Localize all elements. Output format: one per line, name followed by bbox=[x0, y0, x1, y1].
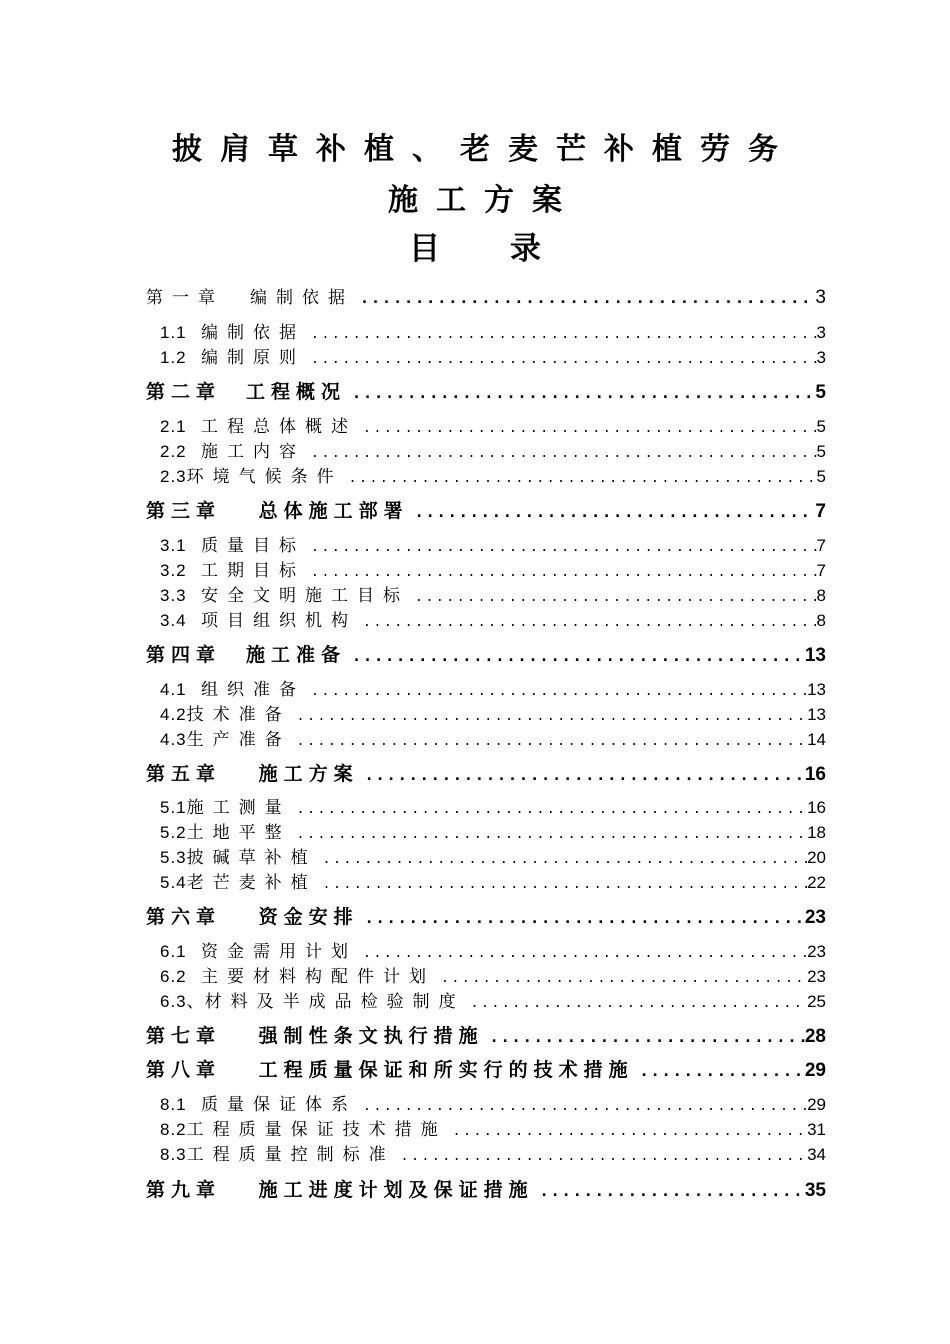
toc-section-entry[interactable] bbox=[160, 818, 826, 842]
toc-page-number: 35 bbox=[804, 1180, 826, 1201]
toc-entry-label bbox=[160, 987, 465, 1012]
toc-entry-text: 质量保证体系 bbox=[201, 1095, 358, 1115]
toc-entry-number: 5.2 bbox=[160, 823, 187, 842]
toc-page-number: 23 bbox=[804, 907, 826, 928]
toc-section-entry[interactable] bbox=[160, 437, 826, 461]
toc-dot-leader bbox=[305, 540, 816, 555]
toc-entry-text: 第一章 编制依据 bbox=[146, 288, 354, 308]
toc-entry-text: 第四章 施工准备 bbox=[146, 644, 347, 666]
toc-entry-number: 6.2 bbox=[160, 967, 187, 986]
toc-entry-label bbox=[160, 937, 357, 962]
toc-section-entry[interactable] bbox=[160, 412, 826, 436]
toc-entry-number: 5.3 bbox=[160, 848, 187, 867]
toc-entry-label bbox=[160, 437, 305, 462]
toc-entry-number: 3.2 bbox=[160, 561, 187, 580]
toc-entry-number: 2.3 bbox=[160, 467, 187, 486]
toc-entry-text: 施工测量 bbox=[186, 798, 291, 818]
toc-entry-label bbox=[160, 556, 305, 581]
toc-entry-number: 3.1 bbox=[160, 536, 187, 555]
toc-section-entry[interactable] bbox=[160, 937, 826, 961]
toc-entry-label bbox=[160, 1115, 447, 1140]
toc-entry-label bbox=[160, 343, 305, 368]
toc-entry-text: 披碱草补植 bbox=[186, 848, 317, 868]
toc-chapter-entry[interactable] bbox=[146, 496, 826, 522]
toc-dot-leader bbox=[447, 1124, 807, 1139]
toc-chapter-entry[interactable] bbox=[146, 1055, 826, 1081]
toc-dot-leader bbox=[317, 877, 807, 892]
toc-section-entry[interactable] bbox=[160, 343, 826, 367]
toc-page-number: 13 bbox=[804, 645, 826, 666]
toc-entry-label bbox=[146, 496, 409, 523]
toc-page-number: 13 bbox=[807, 705, 826, 724]
toc-dot-leader bbox=[634, 1062, 805, 1080]
toc-dot-leader bbox=[343, 471, 817, 486]
toc-entry-label bbox=[160, 843, 317, 868]
toc-entry-label bbox=[160, 675, 305, 700]
toc-entry-number: 2.1 bbox=[160, 417, 187, 436]
toc-entry-text: 资金需用计划 bbox=[201, 942, 358, 962]
toc-entry-label bbox=[160, 462, 343, 487]
toc-page-number: 16 bbox=[807, 798, 826, 817]
toc-entry-number: 1.1 bbox=[160, 323, 187, 342]
toc-dot-leader bbox=[305, 565, 816, 580]
toc-page-number: 5 bbox=[815, 382, 826, 403]
toc-page-number: 23 bbox=[807, 967, 826, 986]
toc-heading-char-1: 目 bbox=[409, 231, 440, 267]
toc-dot-leader bbox=[291, 709, 807, 724]
toc-entry-text: 生产准备 bbox=[186, 730, 291, 750]
toc-entry-text: 施工内容 bbox=[201, 442, 306, 462]
toc-dot-leader bbox=[291, 827, 807, 842]
toc-section-entry[interactable] bbox=[160, 675, 826, 699]
toc-page-number: 14 bbox=[807, 730, 826, 749]
toc-dot-leader bbox=[291, 734, 807, 749]
toc-chapter-entry[interactable] bbox=[146, 377, 826, 403]
toc-entry-label bbox=[160, 725, 291, 750]
toc-entry-text: 第六章 资金安排 bbox=[146, 906, 359, 928]
toc-entry-label bbox=[160, 700, 291, 725]
toc-entry-label bbox=[146, 377, 346, 404]
toc-entry-label bbox=[160, 962, 435, 987]
toc-entry-label bbox=[160, 1140, 395, 1165]
toc-entry-text: 组织准备 bbox=[201, 680, 306, 700]
toc-entry-label bbox=[160, 818, 291, 843]
document-title-line-2: 施工方案 bbox=[388, 183, 580, 218]
toc-dot-leader bbox=[354, 289, 815, 307]
toc-entry-label bbox=[160, 581, 409, 606]
toc-page-number: 7 bbox=[815, 501, 826, 522]
toc-page-number: 5 bbox=[816, 417, 826, 436]
toc-page-number: 22 bbox=[807, 873, 826, 892]
toc-entry-number: 6.3、 bbox=[160, 992, 205, 1011]
toc-entry-text: 第八章 工程质量保证和所实行的技术措施 bbox=[146, 1059, 634, 1081]
toc-section-entry[interactable] bbox=[160, 700, 826, 724]
toc-page-number: 29 bbox=[804, 1060, 826, 1081]
toc-dot-leader bbox=[305, 684, 807, 699]
toc-entry-number: 3.3 bbox=[160, 586, 187, 605]
toc-chapter-entry[interactable] bbox=[146, 759, 826, 785]
toc-entry-text: 第三章 总体施工部署 bbox=[146, 500, 409, 522]
toc-page-number: 20 bbox=[807, 848, 826, 867]
toc-section-entry[interactable] bbox=[160, 556, 826, 580]
toc-entry-text: 工程质量控制标准 bbox=[186, 1145, 395, 1165]
toc-entry-text: 第七章 强制性条文执行措施 bbox=[146, 1025, 484, 1047]
toc-page-number: 8 bbox=[816, 586, 826, 605]
toc-page-number: 31 bbox=[807, 1120, 826, 1139]
toc-page-number: 29 bbox=[807, 1095, 826, 1114]
toc-section-entry[interactable] bbox=[160, 1140, 826, 1164]
toc-entry-label bbox=[160, 412, 357, 437]
toc-section-entry[interactable] bbox=[160, 606, 826, 630]
toc-entry-label bbox=[160, 1090, 357, 1115]
toc-dot-leader bbox=[357, 1099, 807, 1114]
toc-dot-leader bbox=[534, 1182, 805, 1200]
toc-heading bbox=[0, 229, 950, 269]
toc-dot-leader bbox=[357, 615, 816, 630]
toc-entry-label bbox=[160, 531, 305, 556]
toc-page-number: 7 bbox=[816, 536, 826, 555]
toc-dot-leader bbox=[357, 421, 816, 436]
toc-page-number: 5 bbox=[816, 442, 826, 461]
toc-entry-text: 第五章 施工方案 bbox=[146, 763, 359, 785]
toc-dot-leader bbox=[465, 996, 807, 1011]
toc-entry-number: 6.1 bbox=[160, 942, 187, 961]
toc-dot-leader bbox=[305, 446, 816, 461]
toc-page-number: 3 bbox=[816, 323, 826, 342]
toc-section-entry[interactable] bbox=[160, 962, 826, 986]
toc-entry-number: 8.1 bbox=[160, 1095, 187, 1114]
toc-entry-text: 工期目标 bbox=[201, 561, 306, 581]
toc-entry-text: 安全文明施工目标 bbox=[201, 586, 410, 606]
toc-entry-text: 技术准备 bbox=[186, 705, 291, 725]
toc-dot-leader bbox=[357, 946, 807, 961]
toc-section-entry[interactable] bbox=[160, 793, 826, 817]
toc-entry-number: 8.3 bbox=[160, 1145, 187, 1164]
toc-entry-number: 5.4 bbox=[160, 873, 187, 892]
toc-entry-text: 老芒麦补植 bbox=[186, 873, 317, 893]
toc-page-number: 18 bbox=[807, 823, 826, 842]
toc-section-entry[interactable] bbox=[160, 868, 826, 892]
toc-chapter-entry[interactable] bbox=[146, 283, 826, 309]
toc-entry-text: 主要材料构配件计划 bbox=[201, 967, 436, 987]
toc-dot-leader bbox=[395, 1149, 807, 1164]
toc-entry-number: 3.4 bbox=[160, 611, 187, 630]
toc-entry-label bbox=[160, 318, 305, 343]
toc-section-entry[interactable] bbox=[160, 725, 826, 749]
toc-entry-label bbox=[146, 902, 359, 929]
toc-entry-label bbox=[160, 793, 291, 818]
toc-chapter-entry[interactable] bbox=[146, 640, 826, 666]
toc-page-number: 8 bbox=[816, 611, 826, 630]
toc-entry-text: 材料及半成品检验制度 bbox=[204, 992, 465, 1012]
toc-dot-leader bbox=[359, 909, 805, 927]
toc-heading-char-2: 录 bbox=[510, 231, 541, 267]
toc-dot-leader bbox=[305, 327, 816, 342]
toc-entry-text: 编制原则 bbox=[201, 348, 306, 368]
toc-page-number: 3 bbox=[816, 348, 826, 367]
toc-section-entry[interactable] bbox=[160, 987, 826, 1011]
toc-dot-leader bbox=[435, 971, 807, 986]
toc-entry-label bbox=[146, 1021, 484, 1048]
toc-entry-label bbox=[146, 640, 346, 667]
toc-chapter-entry[interactable] bbox=[146, 1175, 826, 1201]
toc-page-number: 5 bbox=[816, 467, 826, 486]
toc-chapter-entry[interactable] bbox=[146, 1021, 826, 1047]
toc-entry-text: 编制依据 bbox=[201, 323, 306, 343]
toc-entry-number: 8.2 bbox=[160, 1120, 187, 1139]
toc-section-entry[interactable] bbox=[160, 1090, 826, 1114]
toc-entry-text: 项目组织机构 bbox=[201, 611, 358, 631]
toc-entry-text: 土地平整 bbox=[186, 823, 291, 843]
toc-page-number: 3 bbox=[815, 287, 826, 308]
toc-entry-label bbox=[146, 1175, 534, 1202]
toc-entry-label bbox=[146, 1055, 634, 1082]
toc-section-entry[interactable] bbox=[160, 843, 826, 867]
toc-dot-leader bbox=[409, 590, 816, 605]
toc-entry-label bbox=[146, 759, 359, 786]
toc-entry-number: 4.2 bbox=[160, 705, 187, 724]
toc-entry-text: 质量目标 bbox=[201, 536, 306, 556]
toc-chapter-entry[interactable] bbox=[146, 902, 826, 928]
toc-section-entry[interactable] bbox=[160, 318, 826, 342]
toc-dot-leader bbox=[409, 503, 816, 521]
toc-section-entry[interactable] bbox=[160, 581, 826, 605]
toc-page-number: 25 bbox=[807, 992, 826, 1011]
toc-entry-label bbox=[160, 606, 357, 631]
toc-entry-text: 第二章 工程概况 bbox=[146, 381, 347, 403]
toc-entry-text: 第九章 施工进度计划及保证措施 bbox=[146, 1179, 534, 1201]
toc-page-number: 34 bbox=[807, 1145, 826, 1164]
toc-dot-leader bbox=[346, 384, 815, 402]
toc-section-entry[interactable] bbox=[160, 531, 826, 555]
toc-entry-number: 4.3 bbox=[160, 730, 187, 749]
toc-entry-number: 4.1 bbox=[160, 680, 187, 699]
toc-entry-label bbox=[160, 868, 317, 893]
toc-dot-leader bbox=[484, 1028, 805, 1046]
toc-entry-text: 环境气候条件 bbox=[186, 467, 343, 487]
toc-entry-number: 2.2 bbox=[160, 442, 187, 461]
toc-page-number: 23 bbox=[807, 942, 826, 961]
toc-section-entry[interactable] bbox=[160, 462, 826, 486]
toc-dot-leader bbox=[359, 766, 805, 784]
toc-entry-number: 5.1 bbox=[160, 798, 187, 817]
toc-page-number: 7 bbox=[816, 561, 826, 580]
toc-page-number: 13 bbox=[807, 680, 826, 699]
toc-page-number: 16 bbox=[804, 764, 826, 785]
toc-entry-label bbox=[146, 283, 354, 308]
toc-dot-leader bbox=[291, 802, 807, 817]
toc-entry-number: 1.2 bbox=[160, 348, 187, 367]
toc-page-number: 28 bbox=[804, 1026, 826, 1047]
toc-entry-text: 工程质量保证技术措施 bbox=[186, 1120, 447, 1140]
toc-entry-text: 工程总体概述 bbox=[201, 417, 358, 437]
toc-dot-leader bbox=[317, 852, 807, 867]
toc-section-entry[interactable] bbox=[160, 1115, 826, 1139]
document-title-line-1: 披肩草补植、老麦芒补植劳务 bbox=[172, 132, 796, 167]
toc-dot-leader bbox=[346, 647, 805, 665]
toc-dot-leader bbox=[305, 352, 816, 367]
